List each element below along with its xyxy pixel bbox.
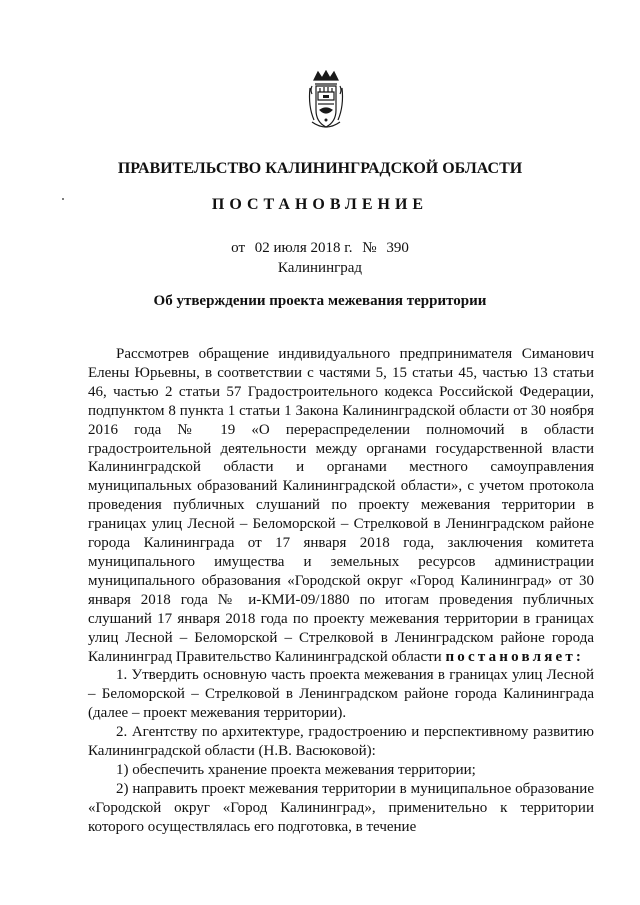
document-date: 02 июля 2018 г.	[254, 240, 353, 256]
document-body	[88, 345, 594, 837]
date-number-line	[0, 240, 640, 257]
resolution-word: постановляет:	[445, 648, 585, 665]
document-type: ПОСТАНОВЛЕНИЕ	[211, 196, 429, 213]
preamble-text: Рассмотрев обращение индивидуального предпринимателя Симанович Елены Юрьевны, в соответствии с частями 5, 15 статьи 45, частью 13 статьи 46, частью 2 статьи 57 Градостроительного кодекса Российской Федерации, подпунктом 8 пункта 1 статьи 1 Закона Калининградской области от 30 ноября 2016 года № 19 «О перераспределении полномочий в области градостроительной деятельности между органами государственной власти Калининградской области и органами местного самоуправления муниципальных образований Калининградской области», с учетом протокола проведения публичных слушаний по проекту межевания территории в границах улиц Лесной – Беломорской – Стрелковой в Ленинградском районе города Калининграда от 17 января 2018 года, заключения комитета муниципального имущества и земельных ресурсов администрации муниципального образования «Городской округ «Город Калининград» от 30 января 2018 года № и-КМИ-09/1880 по итогам проведения публичных слушаний 17 января 2018 года по проекту межевания территории в границах улиц Лесной – Беломорской – Стрелковой в Ленинградском районе города Калининград Правительство Калининградской области	[88, 346, 594, 665]
government-name: ПРАВИТЕЛЬСТВО КАЛИНИНГРАДСКОЙ ОБЛАСТИ	[117, 160, 523, 177]
paragraph-preamble	[88, 345, 594, 666]
coat-of-arms-emblem	[306, 70, 346, 132]
paragraph-subitem-1: 1) обеспечить хранение проекта межевания территории;	[116, 761, 476, 778]
date-prefix: от	[231, 240, 246, 256]
paragraph-item-2: 2. Агентству по архитектуре, градостроению и перспективному развитию Калининградской области (Н.В. Васюковой):	[88, 724, 594, 760]
number-sign: №	[362, 240, 377, 256]
paragraph-subitem-2: 2) направить проект межевания территории в муниципальное образование «Городской округ «Город Калининград», применительно к территории которого осуществлялась его подготовка, в течение	[88, 780, 594, 835]
paragraph-item-1: 1. Утвердить основную часть проекта межевания в границах улиц Лесной – Беломорской – Стрелковой в Ленинградском районе города Калининграда (далее – проект межевания территории).	[88, 667, 594, 722]
document-city: Калининград	[277, 260, 363, 276]
document-number: 390	[386, 240, 409, 256]
document-subject: Об утверждении проекта межевания территории	[153, 293, 487, 309]
